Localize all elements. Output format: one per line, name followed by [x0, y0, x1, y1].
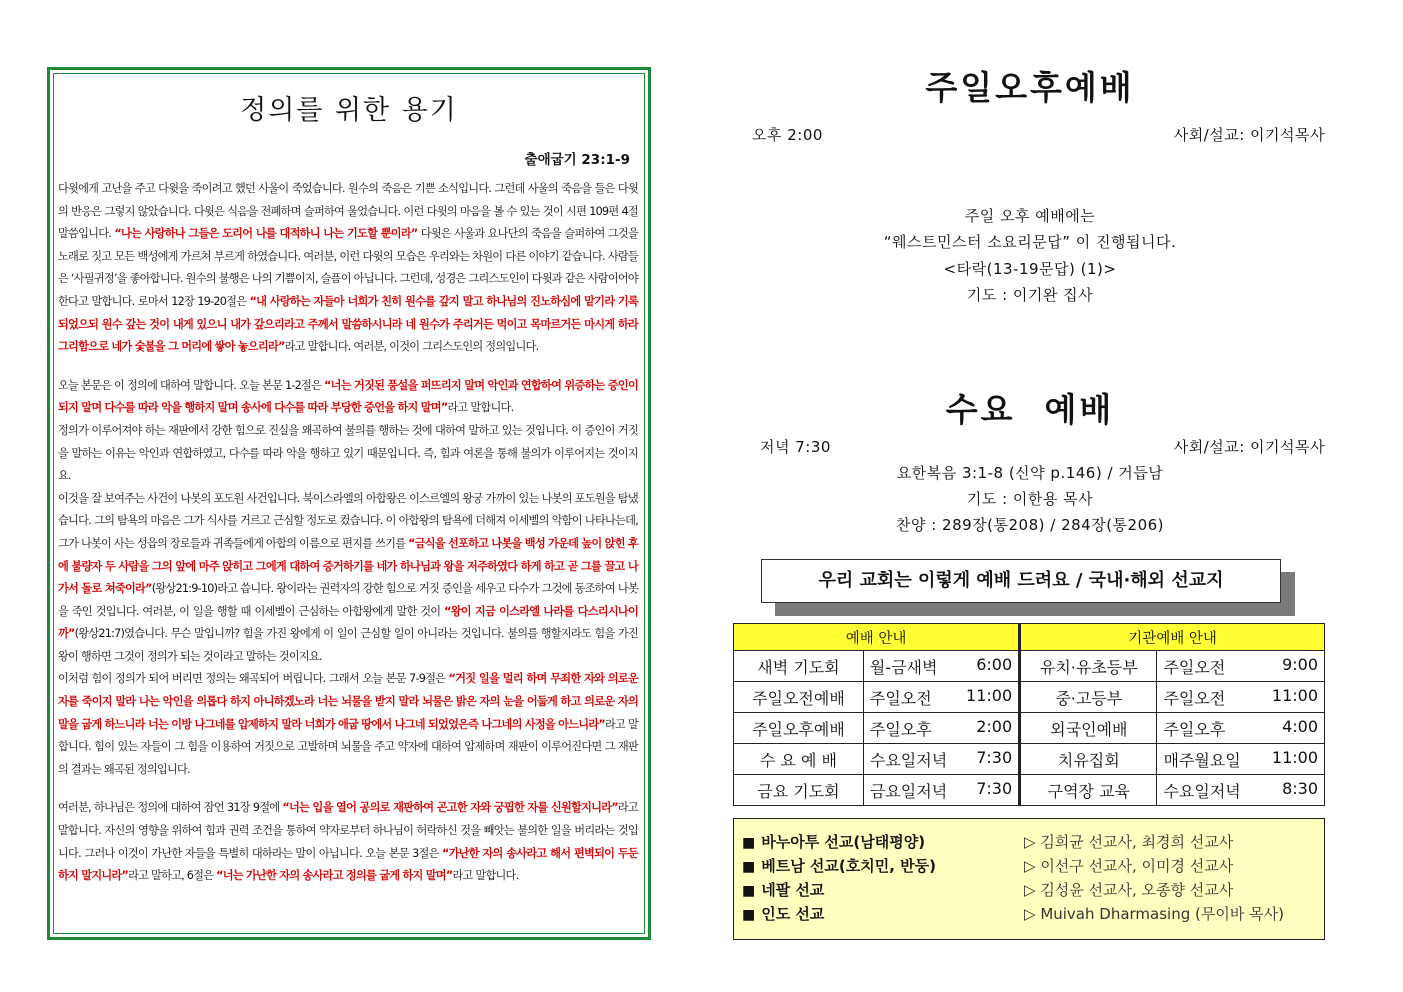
- service-slot: [863, 744, 1019, 775]
- wednesday-title: 수요 예배: [945, 390, 1115, 429]
- scripture-quote: “내 사랑하는 자들아 너희가 친히 원수를 갚지 말고 하나님의 진노하심에 맡기라 기록되었으되 원수 갚는 것이 내게 있으니 내가 갚으리라고 주께서 말씀하시니라 네 원수가 주리거든 먹이고 목마르거든 마시게 하라 그리함으로 네가 숯불을 그 머리에 쌓아 놓으리라”: [58, 294, 639, 354]
- service-day: 주일오후: [1163, 719, 1226, 739]
- group-service-slot: [1157, 744, 1325, 775]
- sunday-pm-title: 주일오후예배: [925, 68, 1135, 107]
- missionary-names: 김희균 선교사, 최경희 선교사: [1040, 833, 1234, 851]
- service-day: 월-금새벽: [869, 657, 938, 677]
- sermon-paragraph: [58, 668, 638, 781]
- group-service-name: 유치·유초등부: [1020, 651, 1157, 682]
- sermon-box: [47, 67, 651, 940]
- service-slot: [863, 651, 1019, 682]
- sunday-pm-line3: <타락(13-19문답) (1)>: [943, 260, 1117, 278]
- sermon-paragraph: [58, 420, 638, 488]
- sermon-paragraph: [58, 488, 638, 669]
- mission-name: 네팔 선교: [761, 881, 825, 899]
- missionary-names: 이선구 선교사, 이미경 선교사: [1040, 857, 1234, 875]
- sermon-text: 라고 말합니다.: [447, 401, 514, 415]
- service-name: 수 요 예 배: [734, 744, 864, 775]
- schedule-row: [734, 651, 1325, 682]
- sermon-text: 라고 말합니다. 여러분, 이것이 그리스도인의 정의입니다.: [284, 340, 539, 354]
- sermon-text: 라고 말합니다. 자신의 영향을 위하여 힘과 권력 조건을 통하여 약자로부터 하나님이 허락하신 것을 빼앗는 불의한 일을 버리라는 것입니다. 그러나 이것이 가난한 자들을 특별히 대하라는 말이 아닙니다. 오늘 본문 3절은: [58, 801, 638, 860]
- mission-item: [742, 855, 936, 876]
- missionaries: [1024, 855, 1233, 876]
- service-day: 수요일저녁: [1163, 781, 1241, 801]
- sermon-text: 다윗에게 고난을 주고 다윗을 죽이려고 했던 사울이 죽었습니다. 원수의 죽음은 기쁜 소식입니다. 그런데 사울의 죽음을 들은 다윗의 반응은 그렇지 않았습니다. 다윗은 식음을 전폐하며 슬퍼하여 울었습니다. 이런 다윗의 마음을 볼 수 있는 것이 시편 109편 4절 말씀입니다.: [58, 182, 638, 241]
- schedule-right-header: 기관예배 안내: [1020, 624, 1325, 651]
- sermon-text: 이처럼 힘이 정의가 되어 버리면 정의는 왜곡되어 버립니다. 그래서 오늘 본문 7-9절은: [58, 672, 449, 686]
- group-service-slot: [1157, 713, 1325, 744]
- service-day: 주일오후: [869, 719, 932, 739]
- group-service-slot: [1157, 682, 1325, 713]
- schedule-left-header: 예배 안내: [734, 624, 1020, 651]
- group-service-name: 구역장 교육: [1020, 775, 1157, 806]
- sermon-paragraph: [58, 375, 638, 420]
- service-time: 9:00: [1282, 654, 1318, 674]
- service-slot: [863, 713, 1019, 744]
- service-time: 11:00: [1271, 747, 1318, 767]
- scripture-quote: “너는 가난한 자의 송사라고 정의를 굽게 하지 말며”: [216, 869, 453, 883]
- square-bullet-icon: ■: [742, 835, 756, 851]
- schedule-row: [734, 682, 1325, 713]
- mission-name: 베트남 선교(호치민, 반둥): [761, 857, 936, 875]
- sermon-text: 오늘 본문은 이 정의에 대하여 말합니다. 오늘 본문 1-2절은: [58, 378, 325, 392]
- sunday-pm-prayer: 기도 : 이기완 집사: [966, 286, 1094, 304]
- group-service-slot: [1157, 775, 1325, 806]
- sermon-body: [58, 178, 638, 888]
- group-service-name: 외국인예배: [1020, 713, 1157, 744]
- scripture-quote: “가난한 자의 송사라고 해서 편벽되이 두둔하지 말지니라”: [58, 846, 638, 883]
- wednesday-prayer: 기도 : 이한용 목사: [966, 490, 1094, 508]
- missionary-names: 김성윤 선교사, 오종향 선교사: [1040, 881, 1234, 899]
- sermon-paragraph: [58, 178, 638, 359]
- mission-item: [742, 903, 824, 924]
- service-day: 매주월요일: [1163, 750, 1241, 770]
- sermon-text: (왕상21:9-10)라고 씁니다. 왕이라는 권력자의 강한 힘으로 거짓 증인을 세우고 다수가 그것에 동조하여 나봇을 죽인 것입니다. 여러분, 이 일을 행할 때 이세벨이 근심하는 아합왕에게 말한 것이: [58, 582, 638, 618]
- missionaries: [1024, 903, 1284, 924]
- missionary-names: Muivah Dharmasing (무이바 목사): [1040, 905, 1284, 923]
- scripture-quote: “나는 사랑하나 그들은 도리어 나를 대적하니 나는 기도할 뿐이라”: [114, 227, 418, 241]
- service-name: 금요 기도회: [734, 775, 864, 806]
- sunday-pm-line1: 주일 오후 예배에는: [964, 207, 1096, 225]
- schedule-row: [734, 775, 1325, 806]
- sermon-text: 이것을 잘 보여주는 사건이 나봇의 포도원 사건입니다. 북이스라엘의 아합왕은 이스르엘의 왕궁 가까이 있는 나봇의 포도원을 탐냈습니다. 그의 탐욕의 마음은 그가 식사를 거르고 근심할 정도로 컸습니다. 이 아합왕의 탐욕에 더해져 이세벨의 악함이 나타나는데, 그가 나봇이 사는 성읍의 장로들과 귀족들에게 아합의 이름으로 편지를 쓰기를: [58, 491, 638, 550]
- wednesday-leader: 사회/설교: 이기석목사: [1173, 438, 1325, 456]
- service-day: 수요일저녁: [869, 750, 948, 770]
- sermon-text: 라고 말합니다. 힘이 있는 자들이 그 힘을 이용하여 거짓으로 고발하며 뇌물을 주고 약자에 대하여 압제하며 재판이 이루어진다면 그 재판의 결과는 왜곡된 정의입니다.: [58, 717, 639, 776]
- scripture-quote: “너는 거짓된 풍설을 퍼뜨리지 말며 악인과 연합하여 위증하는 증인이 되지 말며 다수를 따라 악을 행하지 말며 송사에 다수를 따라 부당한 증언을 하지 말며”: [58, 378, 638, 415]
- service-day: 주일오전: [1163, 657, 1226, 677]
- triangle-arrow-icon: ▷: [1024, 905, 1041, 923]
- scripture-quote: “너는 입을 열어 공의로 재판하여 곤고한 자와 궁핍한 자를 신원할지니라”: [282, 801, 618, 815]
- sunday-pm-leader: 사회/설교: 이기석목사: [1173, 126, 1325, 144]
- schedule-row: [734, 744, 1325, 775]
- service-time: 7:30: [976, 747, 1013, 767]
- wednesday-hymn: 찬양 : 289장(통208) / 284장(통206): [895, 516, 1165, 534]
- mission-name: 바누아투 선교(남태평양): [761, 833, 926, 851]
- sermon-paragraph: [58, 797, 638, 887]
- sunday-pm-line2: “웨스트민스터 소요리문답” 이 진행됩니다.: [883, 233, 1177, 251]
- group-service-name: 치유집회: [1020, 744, 1157, 775]
- mission-item: [742, 831, 925, 852]
- sermon-text: 라고 말합니다.: [452, 869, 519, 883]
- service-day: 금요일저녁: [869, 781, 948, 801]
- triangle-arrow-icon: ▷: [1024, 857, 1041, 875]
- missionaries: [1024, 879, 1233, 900]
- service-time: 7:30: [976, 778, 1013, 798]
- sermon-text: 다윗은 사울과 요나단의 죽음을 슬퍼하여 그것을 노래로 짓고 모든 백성에게 가르쳐 부르게 하였습니다. 여러분, 이런 다윗의 모습은 우리와는 차원이 다른 이야기 같습니다. 사람들은 ‘사필귀정’을 좋아합니다. 원수의 불행은 나의 기쁨이지, 슬픔이 아닙니다. 그런데, 성경은 그리스도인이 다윗과 같은 사람이어야 한다고 말합니다. 로마서 12장 19-20절은: [58, 227, 638, 308]
- sermon-text: 여러분, 하나님은 정의에 대하여 잠언 31장 9절에: [58, 801, 283, 815]
- service-time: 11:00: [1271, 685, 1318, 705]
- schedule-table: [733, 623, 1325, 806]
- service-time: 2:00: [976, 716, 1013, 736]
- triangle-arrow-icon: ▷: [1024, 833, 1041, 851]
- service-time: 8:30: [1282, 778, 1318, 798]
- sermon-text: 라고 말하고, 6절은: [128, 869, 217, 883]
- scripture-quote: “금식을 선포하고 나봇을 백성 가운데 높이 앉힌 후에 불량자 두 사람을 그의 앞에 마주 앉히고 그에게 대하여 증거하기를 네가 하나님과 왕을 저주하였다 하게 하고 곧 그를 끌고 나가서 돌로 쳐죽이라”: [58, 536, 638, 596]
- group-service-name: 중·고등부: [1020, 682, 1157, 713]
- service-day: 주일오전: [1163, 688, 1226, 708]
- scripture-quote: “거짓 일을 멀리 하며 무죄한 자와 의로운 자를 죽이지 말라 나는 악인을 의롭다 하지 아니하겠노라 너는 뇌물을 받지 말라 뇌물은 밝은 자의 눈을 어둡게 하고 의로운 자의 말을 굽게 하느니라 너는 이방 나그네를 압제하지 말라 너희가 애굽 땅에서 나그네 되었었은즉 나그네의 사정을 아느니라”: [58, 672, 639, 731]
- triangle-arrow-icon: ▷: [1024, 881, 1041, 899]
- sermon-title: 정의를 위한 용기: [240, 95, 458, 126]
- service-name: 주일오전예배: [734, 682, 864, 713]
- missionaries: [1024, 831, 1233, 852]
- wednesday-scripture: 요한복음 3:1-8 (신약 p.146) / 거듭남: [896, 464, 1164, 482]
- square-bullet-icon: ■: [742, 859, 756, 875]
- service-slot: [863, 682, 1019, 713]
- service-time: 11:00: [966, 685, 1013, 705]
- schedule-row: [734, 713, 1325, 744]
- sermon-text: 정의가 이루어져야 하는 재판에서 강한 힘으로 진실을 왜곡하여 불의를 행하는 것에 대하여 말하고 있는 것입니다. 이 증인이 거짓을 말하는 이유는 악인과 연합하였고, 다수를 따라 악을 행하고 있기 때문입니다. 즉, 힘과 여론을 통해 불의가 이루어지는 것이지요.: [58, 423, 638, 483]
- mission-item: [742, 879, 824, 900]
- service-name: 주일오후예배: [734, 713, 864, 744]
- mission-name: 인도 선교: [761, 905, 825, 923]
- service-time: 6:00: [976, 654, 1013, 674]
- group-service-slot: [1157, 651, 1325, 682]
- square-bullet-icon: ■: [742, 907, 756, 923]
- service-slot: [863, 775, 1019, 806]
- service-name: 새벽 기도회: [734, 651, 864, 682]
- sermon-reference: 출애굽기 23:1-9: [524, 152, 630, 168]
- banner: 우리 교회는 이렇게 예배 드려요 / 국내·해외 선교지: [761, 559, 1281, 603]
- mission-box: [733, 818, 1325, 940]
- sermon-text: (왕상21:7)였습니다. 무슨 말입니까? 힘을 가진 왕에게 이 일이 근심할 일이 아니라는 것입니다. 불의를 행할지라도 힘을 가진 왕이 행하면 그것이 정의가 되는 것이라고 말하는 것이지요.: [58, 627, 638, 663]
- service-time: 4:00: [1282, 716, 1318, 736]
- wednesday-time: 저녁 7:30: [760, 438, 831, 456]
- square-bullet-icon: ■: [742, 883, 756, 899]
- scripture-quote: “왕이 지금 이스라엘 나라를 다스리시나이까”: [58, 604, 638, 641]
- service-day: 주일오전: [869, 688, 932, 708]
- sunday-pm-time: 오후 2:00: [752, 126, 823, 144]
